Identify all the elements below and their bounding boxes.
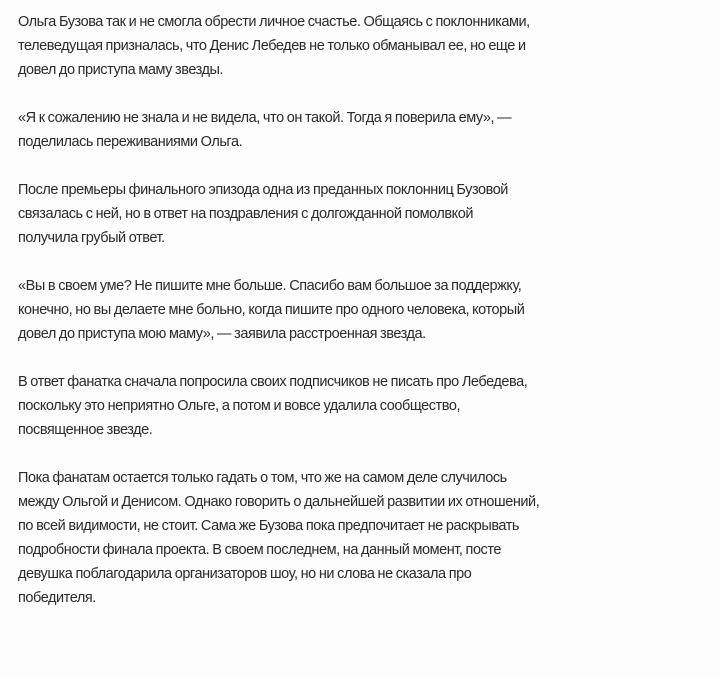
text-line: конечно, но вы делаете мне больно, когда пишите про одного человека, который	[18, 302, 525, 318]
text-line: поделилась переживаниями Ольга.	[18, 134, 243, 150]
article-body	[18, 10, 708, 634]
text-line: довел до приступа маму звезды.	[18, 62, 224, 78]
text-line: получила грубый ответ.	[18, 230, 165, 246]
paragraph-6	[18, 466, 708, 610]
text-line: девушка поблагодарила организаторов шоу, но ни слова не сказала про	[18, 566, 472, 582]
text-line: Пока фанатам остается только гадать о том, что же на самом деле случилось	[18, 470, 507, 486]
text-line: В ответ фанатка сначала попросила своих подписчиков не писать про Лебедева,	[18, 374, 528, 390]
text-line: довел до приступа мою маму», — заявила расстроенная звезда.	[18, 326, 426, 342]
text-line: подробности финала проекта. В своем последнем, на данный момент, посте	[18, 542, 501, 558]
paragraph-5	[18, 370, 708, 442]
text-line: «Я к сожалению не знала и не видела, что он такой. Тогда я поверила ему», —	[18, 110, 512, 126]
text-line: поскольку это неприятно Ольге, а потом и вовсе удалила сообщество,	[18, 398, 461, 414]
paragraph-3	[18, 178, 708, 250]
text-line: После премьеры финального эпизода одна из преданных поклонниц Бузовой	[18, 182, 508, 198]
text-line: посвященное звезде.	[18, 422, 153, 438]
text-line: победителя.	[18, 590, 96, 606]
text-line: по всей видимости, не стоит. Сама же Бузова пока предпочитает не раскрывать	[18, 518, 520, 534]
paragraph-1	[18, 10, 708, 82]
text-line: связалась с ней, но в ответ на поздравления с долгожданной помолвкой	[18, 206, 474, 222]
text-line: телеведущая призналась, что Денис Лебедев не только обманывал ее, но еще и	[18, 38, 526, 54]
paragraph-2-quote	[18, 106, 708, 154]
text-line: «Вы в своем уме? Не пишите мне больше. Спасибо вам большое за поддержку,	[18, 278, 522, 294]
text-line: между Ольгой и Денисом. Однако говорить о дальнейшей развитии их отношений,	[18, 494, 540, 510]
text-line: Ольга Бузова так и не смогла обрести личное счастье. Общаясь с поклонниками,	[18, 14, 530, 30]
paragraph-4-quote	[18, 274, 708, 346]
